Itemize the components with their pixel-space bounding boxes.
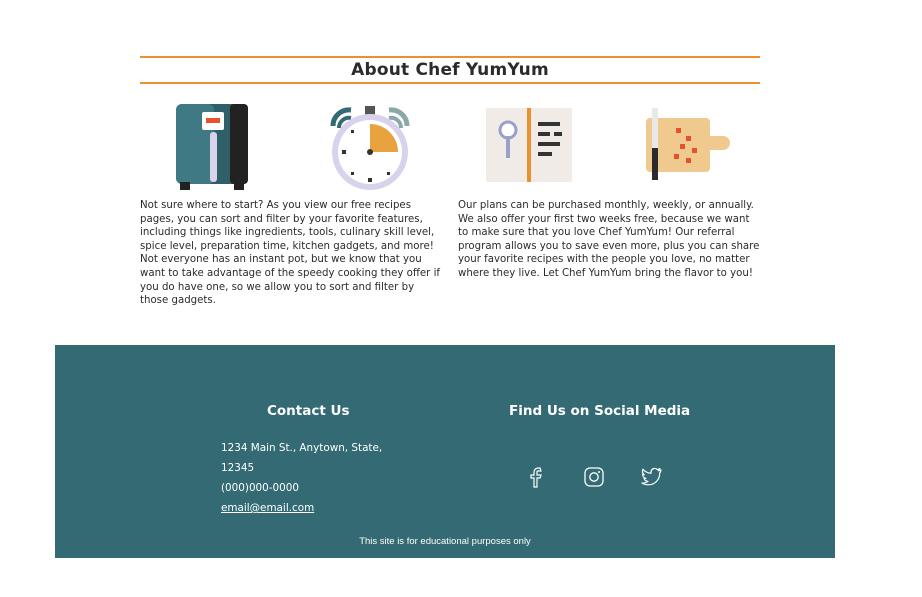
recipe-book-icon [484,102,574,194]
timer-icon [323,102,417,194]
about-paragraph-right: Our plans can be purchased monthly, weekly, or annually. We also offer your first two weeks free, because we want to make sure that you love Chef YumYum! Our referral program allows you to save even more, plus you can share your favorite recipes with the people you love, no matter where they live. Let Chef YumYum bring the flavor to you! [458,200,760,279]
contact-info [221,438,391,518]
instagram-icon[interactable] [583,465,605,493]
about-paragraph-left: Not sure where to start? As you view our free recipes pages, you can sort and filter by your favorite features, including things like ingredients, tools, culinary skill level, spice level, preparation time, kitchen gadgets, and more! Not everyone has an instant pot, but we know that you want to take advantage of the speedy cooking they offer if you do have one, so we allow you to sort and filter by those gadgets. [140,200,441,307]
about-title-bar [140,56,760,84]
about-icons [140,102,760,194]
social-title: Find Us on Social Media [509,403,691,419]
email-link[interactable]: email@email.com [221,502,315,514]
contact-title: Contact Us [267,403,350,419]
about-title: About Chef YumYum [351,60,549,80]
social-icons [525,465,675,489]
twitter-icon[interactable] [639,465,663,493]
site-footer [55,345,835,558]
air-fryer-icon [170,102,254,194]
facebook-icon[interactable] [527,465,549,493]
address-line-2: 12345 [221,462,255,474]
cutting-board-icon [640,102,734,194]
copyright-notice: This site is for educational purposes only [359,536,531,547]
address-line-1: 1234 Main St., Anytown, State, [221,442,383,454]
phone-number: (000)000-0000 [221,482,299,494]
about-section [140,56,760,307]
about-text [140,199,760,308]
